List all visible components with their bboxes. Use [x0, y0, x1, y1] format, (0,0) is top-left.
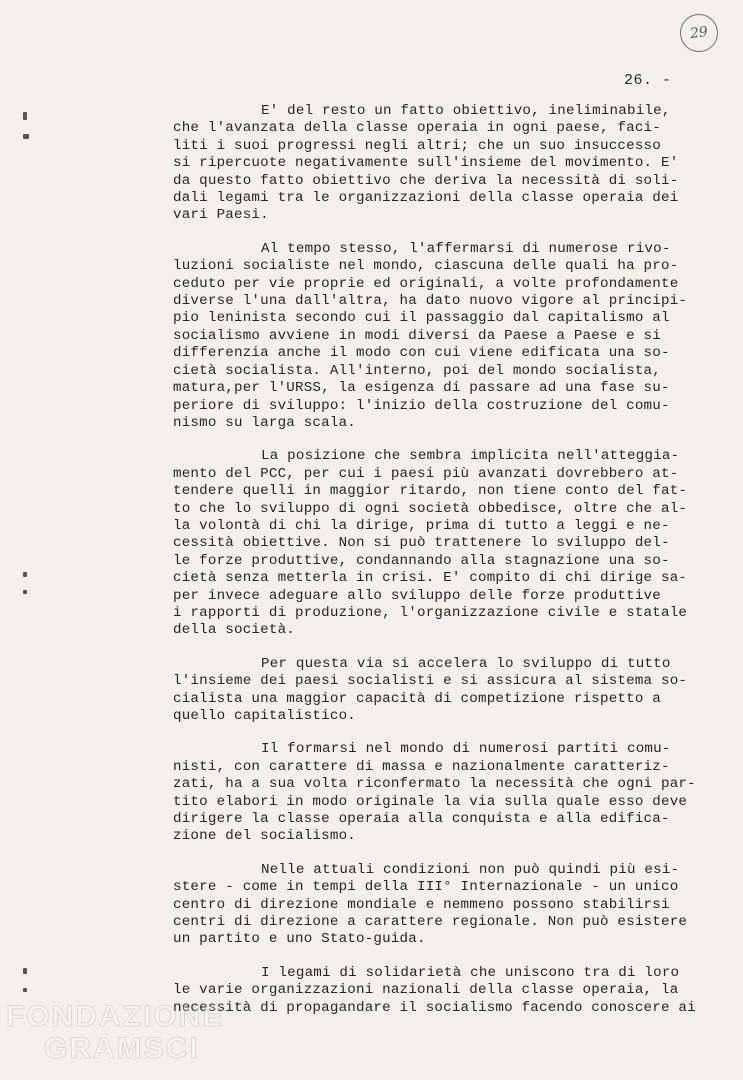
- watermark-line-1: FONDAZIONE: [6, 1000, 225, 1033]
- text-line: la volontà di chi la dirige, prima di tutto a leggi e ne-: [173, 517, 670, 534]
- text-line: dirigere la classe operaia alla conquista e alla edifica-: [173, 811, 670, 828]
- text-line: necessità di propagandare il socialismo facendo conoscere ai: [173, 999, 696, 1016]
- paragraph: [173, 241, 703, 432]
- text-line: cietà senza metterla in crisi. E' compito di chi dirige sa-: [173, 570, 688, 587]
- text-line: periore di sviluppo: l'inizio della costruzione del comu-: [173, 397, 670, 414]
- text-line: un partito e uno Stato-guida.: [173, 931, 426, 948]
- text-line: tendere quelli in maggior ritardo, non tiene conto del fat-: [173, 483, 688, 500]
- paragraph: [173, 103, 703, 225]
- binding-mark: [23, 572, 27, 577]
- text-line: che l'avanzata della classe operaia in ogni paese, faci-: [173, 120, 661, 137]
- text-line: l'insieme dei paesi socialisti e si assicura al sistema so-: [173, 673, 688, 690]
- text-line: tito elabori in modo originale la via sulla quale esso deve: [173, 793, 688, 810]
- text-line: cessità obiettive. Non si può trattenere lo sviluppo del-: [173, 535, 670, 552]
- text-line: cialista una maggior capacità di competizione rispetto a: [173, 690, 661, 707]
- text-line: nismo su larga scala.: [173, 414, 356, 431]
- text-line: luzioni socialiste nel mondo, ciascuna delle quali ha pro-: [173, 258, 679, 275]
- text-line: stere - come in tempi della III° Internazionale - un unico: [173, 879, 679, 896]
- text-line: zati, ha a sua volta riconfermato la necessità che ogni par-: [173, 776, 696, 793]
- text-line: Nelle attuali condizioni non può quindi più esi-: [261, 861, 680, 878]
- text-line: della società.: [173, 622, 295, 639]
- text-line: Al tempo stesso, l'affermarsi di numerose rivo-: [261, 240, 671, 257]
- text-line: I legami di solidarietà che uniscono tra di loro: [261, 964, 680, 981]
- text-line: diverse l'una dall'altra, ha dato nuovo vigore al principi-: [173, 293, 688, 310]
- text-line: differenzia anche il modo con cui viene edificata una so-: [173, 345, 670, 362]
- page-number: 26. -: [624, 72, 672, 89]
- text-line: zione del socialismo.: [173, 828, 356, 845]
- text-line: dali legami tra le organizzazioni della classe operaia dei: [173, 190, 679, 207]
- text-line: mento del PCC, per cui i paesi più avanzati dovrebbero at-: [173, 465, 679, 482]
- text-line: vari Paesi.: [173, 207, 269, 224]
- paragraph: [173, 448, 703, 639]
- text-line: Per questa via si accelera lo sviluppo di tutto: [261, 655, 671, 672]
- text-line: da questo fatto obiettivo che deriva la necessità di soli-: [173, 172, 679, 189]
- text-line: socialismo avviene in modi diversi da Paese a Paese e si: [173, 327, 661, 344]
- binding-mark: [23, 112, 27, 120]
- fondazione-gramsci-watermark: [4, 996, 225, 1066]
- text-line: nisti, con carattere di massa e nazionalmente caratteriz-: [173, 758, 670, 775]
- text-line: E' del resto un fatto obiettivo, ineliminabile,: [261, 103, 671, 119]
- text-line: pio leninista secondo cui il passaggio dal capitalismo al: [173, 310, 670, 327]
- paragraph: [173, 862, 703, 949]
- text-line: le varie organizzazioni nazionali della classe operaia, la: [173, 982, 679, 999]
- text-line: cietà socialista. All'interno, poi del mondo socialista,: [173, 362, 661, 379]
- text-line: liti i suoi progressi negli altri; che un suo insuccesso: [173, 137, 661, 154]
- text-line: i rapporti di produzione, l'organizzazione civile e statale: [173, 604, 688, 621]
- paragraph: [173, 965, 703, 1017]
- text-line: to che lo sviluppo di ogni società obbedisce, oltre che al-: [173, 500, 688, 517]
- binding-mark: [23, 968, 27, 974]
- binding-mark: [23, 590, 27, 594]
- text-line: quello capitalistico.: [173, 708, 356, 724]
- watermark-line-2: GRAMSCI: [44, 1032, 200, 1065]
- binding-mark: [23, 134, 29, 139]
- paragraph: [173, 656, 703, 726]
- text-line: si ripercuote negativamente sull'insieme del movimento. E': [173, 155, 679, 172]
- binding-mark: [23, 988, 27, 992]
- text-line: Il formarsi nel mondo di numerosi partiti comu-: [261, 741, 671, 758]
- text-line: le forze produttive, condannando alla stagnazione una so-: [173, 552, 670, 569]
- text-line: matura,per l'URSS, la esigenza di passare ad una fase su-: [173, 380, 670, 397]
- archive-number: 29: [678, 12, 721, 55]
- text-line: centro di direzione mondiale e nemmeno possono stabilirsi: [173, 896, 670, 913]
- paragraph: [173, 741, 703, 845]
- text-line: ceduto per vie proprie ed originali, a volte profondamente: [173, 275, 679, 292]
- text-line: per invece adeguare allo sviluppo delle forze produttive: [173, 587, 661, 604]
- text-line: centri di direzione a carattere regionale. Non può esistere: [173, 914, 688, 931]
- body-text: [173, 103, 703, 1033]
- text-line: La posizione che sembra implicita nell'atteggia-: [261, 448, 680, 465]
